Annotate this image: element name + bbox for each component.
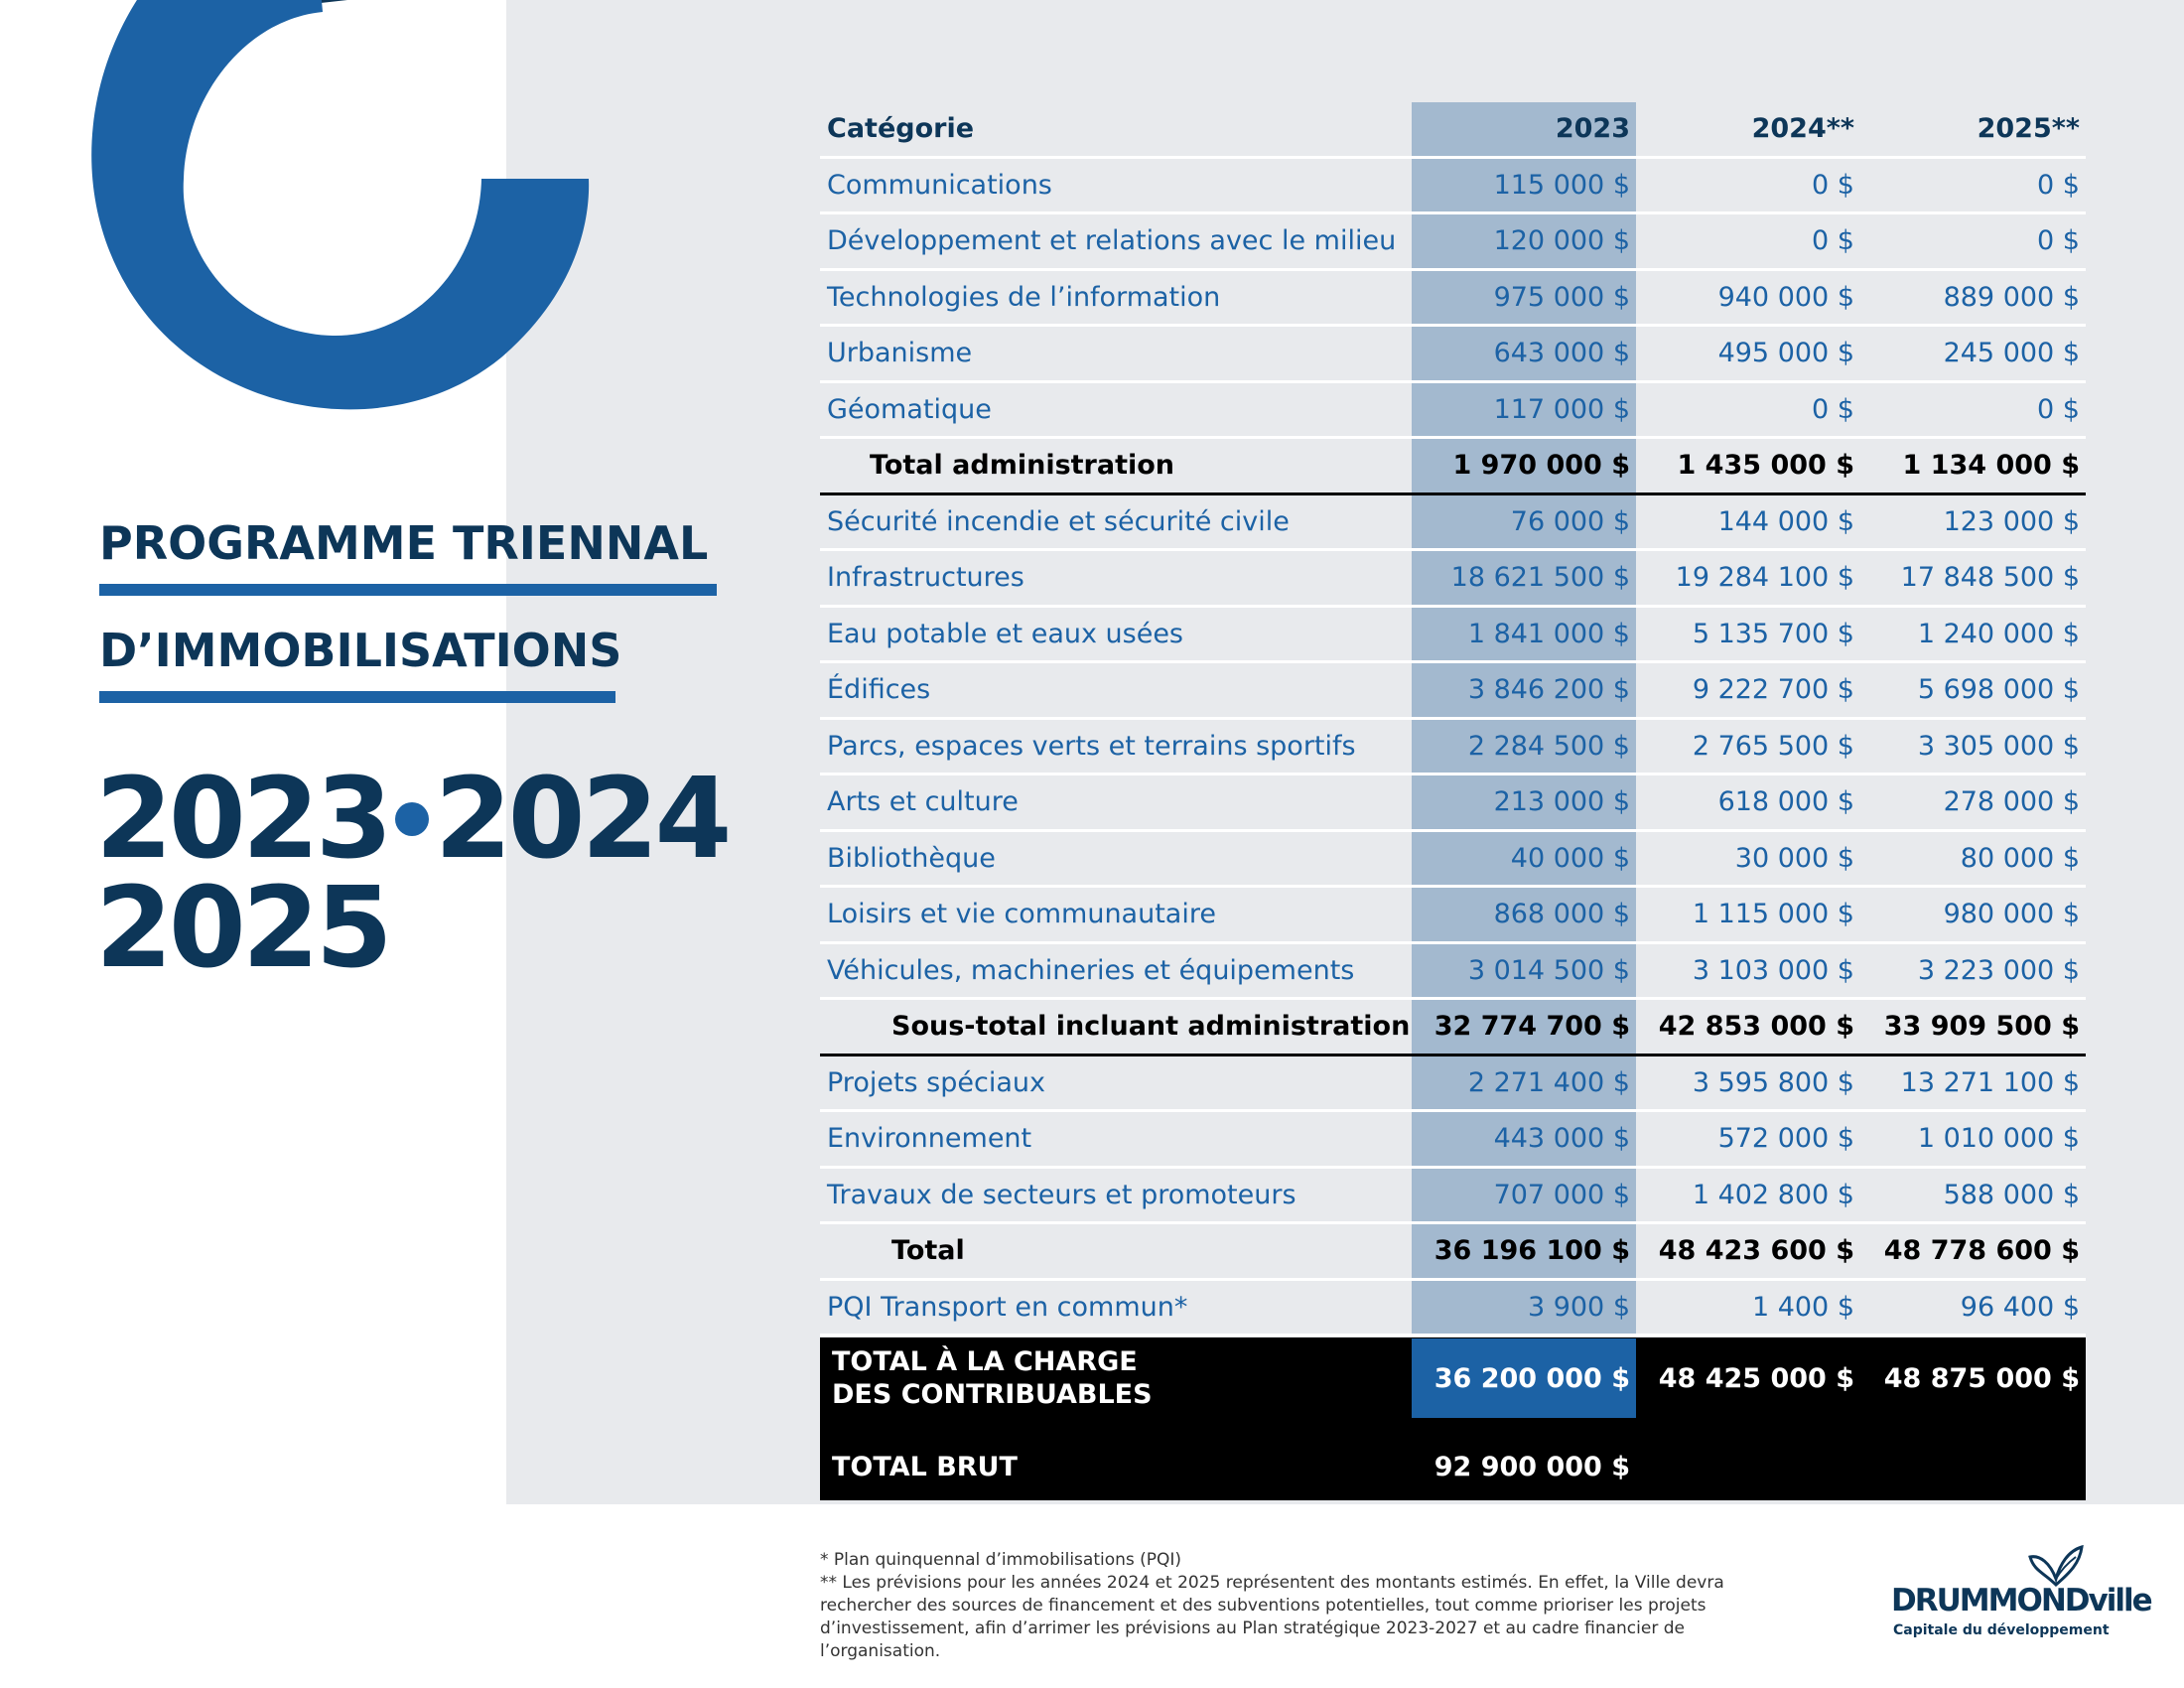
row-value-2024: 618 000 $ — [1717, 786, 1854, 818]
year-2025: 2025 — [95, 864, 389, 993]
table-row — [820, 1281, 2086, 1337]
row-value-2023: 117 000 $ — [1412, 383, 1636, 437]
row-category: Communications — [827, 169, 1052, 201]
row-value-2023: 2 284 500 $ — [1412, 720, 1636, 774]
row-value-2024: 572 000 $ — [1717, 1123, 1854, 1155]
row-value-2024: 3 103 000 $ — [1692, 954, 1854, 986]
row-value-2023: 975 000 $ — [1412, 271, 1636, 325]
row-value-2023: 3 014 500 $ — [1412, 944, 1636, 998]
table-row — [820, 327, 2086, 383]
row-value-2023: 1 841 000 $ — [1412, 608, 1636, 661]
row-category: Projets spéciaux — [827, 1066, 1045, 1098]
row-value-2023: 18 621 500 $ — [1412, 551, 1636, 605]
row-value-2025: 278 000 $ — [1943, 786, 2080, 818]
row-value-2025: 1 010 000 $ — [1917, 1123, 2080, 1155]
row-value-2024: 1 115 000 $ — [1692, 899, 1854, 930]
title-underline-2 — [99, 691, 615, 703]
footnote-estimates: ** Les prévisions pour les années 2024 et 2025 représentent des montants estimés. En effet, la Ville devra rechercher des sources de financement et des subventions potentielles, tout comme prioriser les projets d’investissement, afin d’arrimer les prévisions au Plan stratégique 2023-2027 et au cadre financier de l’organisation. — [820, 1573, 1724, 1661]
footnotes — [820, 1549, 1773, 1663]
row-value-2023: 868 000 $ — [1412, 888, 1636, 941]
row-value-2025: 0 $ — [2037, 169, 2080, 201]
table-row — [820, 608, 2086, 664]
row-value-2023: 36 196 100 $ — [1412, 1224, 1636, 1278]
row-value-2024: 2 765 500 $ — [1692, 730, 1854, 762]
row-value-2025: 33 909 500 $ — [1883, 1011, 2080, 1043]
row-category: Sécurité incendie et sécurité civile — [827, 505, 1290, 537]
drummondville-logo — [1891, 1545, 2151, 1644]
row-value-2025: 1 240 000 $ — [1917, 618, 2080, 649]
table-total-row — [820, 1224, 2086, 1281]
header-category: Catégorie — [827, 113, 975, 145]
row-value-2025: 0 $ — [2037, 393, 2080, 425]
table-row — [820, 888, 2086, 944]
title-line-2: D’IMMOBILISATIONS — [99, 624, 622, 677]
donut-graphic — [74, 0, 591, 457]
table-header — [820, 102, 2086, 159]
table-row — [820, 1056, 2086, 1113]
row-value-2025: 3 305 000 $ — [1917, 730, 2080, 762]
footnote-pqi: * Plan quinquennal d’immobilisations (PQI) — [820, 1550, 1182, 1570]
row-value-2025: 889 000 $ — [1943, 281, 2080, 313]
row-category: Travaux de secteurs et promoteurs — [827, 1179, 1297, 1210]
budget-table — [820, 102, 2086, 1336]
row-category: Total administration — [870, 450, 1175, 482]
row-value-2023: 40 000 $ — [1412, 832, 1636, 886]
table-total-row — [820, 439, 2086, 495]
row-value-2023: 1 970 000 $ — [1412, 439, 1636, 492]
row-value-2024: 1 435 000 $ — [1677, 450, 1854, 482]
row-value-2023: 213 000 $ — [1412, 775, 1636, 829]
row-value-2023: 76 000 $ — [1412, 495, 1636, 549]
row-category: Total — [891, 1235, 965, 1267]
row-value-2025: 80 000 $ — [1960, 842, 2080, 874]
table-row — [820, 214, 2086, 271]
table-row — [820, 663, 2086, 720]
table-row — [820, 271, 2086, 328]
row-category: Véhicules, machineries et équipements — [827, 954, 1355, 986]
row-value-2025: 0 $ — [2037, 225, 2080, 257]
taxpayer-total-2024: 48 425 000 $ — [1658, 1362, 1854, 1394]
table-row — [820, 551, 2086, 608]
header-2024: 2024** — [1751, 113, 1854, 145]
table-row — [820, 775, 2086, 832]
row-value-2024: 42 853 000 $ — [1658, 1011, 1854, 1043]
table-row — [820, 944, 2086, 1001]
row-category: Technologies de l’information — [827, 281, 1221, 313]
year-2024: 2024 — [434, 755, 729, 884]
row-value-2025: 5 698 000 $ — [1917, 674, 2080, 706]
row-value-2024: 940 000 $ — [1717, 281, 1854, 313]
table-row — [820, 495, 2086, 552]
row-value-2025: 17 848 500 $ — [1900, 562, 2080, 594]
row-category: Infrastructures — [827, 562, 1024, 594]
row-value-2023: 32 774 700 $ — [1412, 1000, 1636, 1054]
row-value-2025: 588 000 $ — [1943, 1179, 2080, 1210]
taxpayer-total-2025: 48 875 000 $ — [1883, 1362, 2080, 1394]
row-category: Édifices — [827, 674, 931, 706]
table-row — [820, 159, 2086, 215]
row-value-2025: 980 000 $ — [1943, 899, 2080, 930]
row-value-2025: 123 000 $ — [1943, 505, 2080, 537]
row-value-2025: 3 223 000 $ — [1917, 954, 2080, 986]
logo-tagline: Capitale du développement — [1893, 1622, 2110, 1638]
taxpayer-total-2023: 36 200 000 $ — [1412, 1338, 1636, 1418]
row-value-2024: 48 423 600 $ — [1658, 1235, 1854, 1267]
title-block — [99, 516, 717, 703]
row-value-2023: 115 000 $ — [1412, 159, 1636, 212]
totals-block — [820, 1337, 2086, 1500]
donut-segment-blue — [91, 0, 589, 409]
table-row — [820, 383, 2086, 440]
row-value-2024: 0 $ — [1812, 225, 1854, 257]
title-line-1: PROGRAMME TRIENNAL — [99, 516, 709, 570]
row-value-2025: 13 271 100 $ — [1900, 1066, 2080, 1098]
table-total-row — [820, 1000, 2086, 1056]
header-2025: 2025** — [1977, 113, 2080, 145]
row-value-2023: 443 000 $ — [1412, 1112, 1636, 1166]
row-category: Loisirs et vie communautaire — [827, 899, 1216, 930]
row-value-2023: 3 900 $ — [1412, 1281, 1636, 1335]
row-value-2024: 0 $ — [1812, 169, 1854, 201]
table-row — [820, 1169, 2086, 1225]
row-value-2024: 9 222 700 $ — [1692, 674, 1854, 706]
row-value-2024: 1 402 800 $ — [1692, 1179, 1854, 1210]
row-category: Bibliothèque — [827, 842, 996, 874]
row-value-2024: 3 595 800 $ — [1692, 1066, 1854, 1098]
row-category: Sous-total incluant administration — [891, 1011, 1411, 1043]
table-row — [820, 832, 2086, 889]
row-value-2023: 2 271 400 $ — [1412, 1056, 1636, 1110]
year-separator-dot — [395, 802, 429, 836]
row-value-2024: 1 400 $ — [1751, 1291, 1854, 1323]
gross-total-label: TOTAL BRUT — [832, 1451, 1018, 1482]
row-category: Urbanisme — [827, 338, 973, 369]
row-value-2023: 707 000 $ — [1412, 1169, 1636, 1222]
row-value-2023: 643 000 $ — [1412, 327, 1636, 380]
title-underline-1 — [99, 584, 717, 596]
years-heading — [95, 755, 729, 993]
row-value-2023: 120 000 $ — [1412, 214, 1636, 268]
row-category: Géomatique — [827, 393, 992, 425]
row-category: Arts et culture — [827, 786, 1019, 818]
row-value-2024: 144 000 $ — [1717, 505, 1854, 537]
header-2023: 2023 — [1412, 102, 1636, 156]
row-value-2024: 495 000 $ — [1717, 338, 1854, 369]
gross-total-value: 92 900 000 $ — [1433, 1451, 1630, 1482]
row-value-2024: 5 135 700 $ — [1692, 618, 1854, 649]
row-category: Environnement — [827, 1123, 1032, 1155]
logo-wordmark: DRUMMONDville — [1891, 1583, 2151, 1618]
gross-total-row — [820, 1437, 2086, 1496]
row-value-2024: 30 000 $ — [1734, 842, 1854, 874]
taxpayer-total-row — [820, 1337, 2086, 1419]
taxpayer-total-label: TOTAL À LA CHARGE DES CONTRIBUABLES — [832, 1346, 1153, 1410]
row-value-2025: 48 778 600 $ — [1883, 1235, 2080, 1267]
row-category: Eau potable et eaux usées — [827, 618, 1184, 649]
row-category: PQI Transport en commun* — [827, 1291, 1188, 1323]
year-2023: 2023 — [95, 755, 389, 884]
row-value-2023: 3 846 200 $ — [1412, 663, 1636, 717]
row-value-2025: 96 400 $ — [1960, 1291, 2080, 1323]
row-value-2024: 19 284 100 $ — [1675, 562, 1854, 594]
row-value-2024: 0 $ — [1812, 393, 1854, 425]
table-row — [820, 1112, 2086, 1169]
row-category: Développement et relations avec le milieu — [827, 225, 1397, 257]
table-row — [820, 720, 2086, 776]
row-value-2025: 245 000 $ — [1943, 338, 2080, 369]
row-value-2025: 1 134 000 $ — [1902, 450, 2080, 482]
row-category: Parcs, espaces verts et terrains sportifs — [827, 730, 1356, 762]
